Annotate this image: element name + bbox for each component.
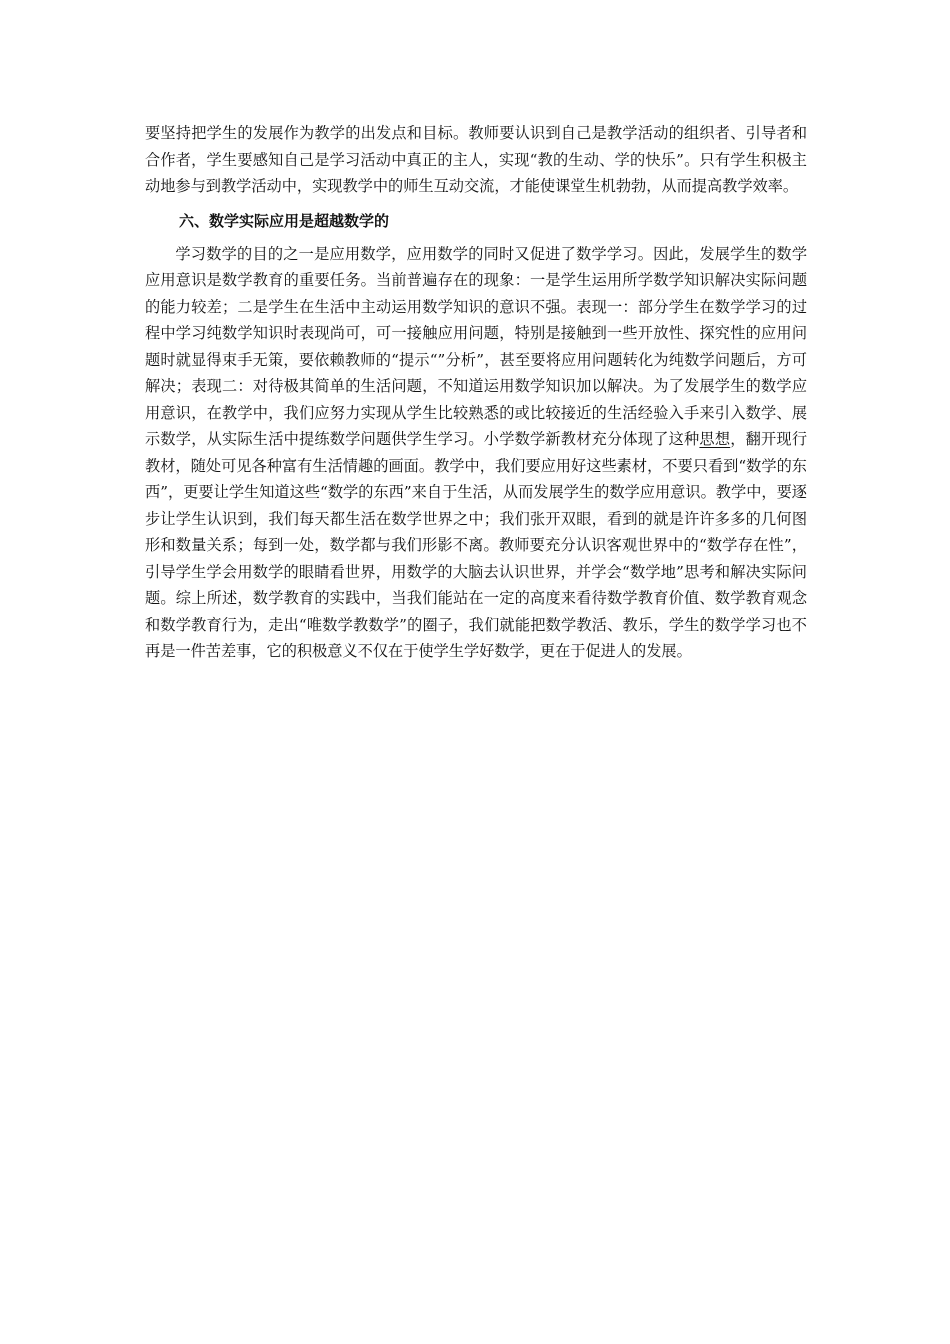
document-body	[145, 120, 807, 665]
intro-paragraph: 要坚持把学生的发展作为教学的出发点和目标。教师要认识到自己是教学活动的组织者、引导者和合作者，学生要感知自己是学习活动中真正的主人，实现“教的生动、学的快乐”。只有学生积极主动地参与到教学活动中，实现教学中的师生互动交流，才能使课堂生机勃勃，从而提高教学效率。	[145, 124, 807, 195]
body-paragraph	[145, 241, 807, 665]
section-heading: 六、数学实际应用是超越数学的	[179, 211, 390, 230]
underlined-word: 思想	[699, 430, 731, 448]
body-paragraph-text-after: ，翻开现行教材，随处可见各种富有生活情趣的画面。教学中，我们要应用好这些素材，不要只看到“数学的东西”，更要让学生知道这些“数学的东西”来自于生活，从而发展学生的数学应用意识。教学中，要逐步让学生认识到，我们每天都生活在数学世界之中；我们张开双眼，看到的就是许许多多的几何图形和数量关系；每到一处，数学都与我们形影不离。教师要充分认识客观世界中的“数学存在性”，引导学生学会用数学的眼睛看世界，用数学的大脑去认识世界，并学会“数学地”思考和解决实际问题。综上所述，数学教育的实践中，当我们能站在一定的高度来看待数学教育价值、数学教育观念和数学教育行为，走出“唯数学教数学”的圈子，我们就能把数学教活、教乐，学生的数学学习也不再是一件苦差事，它的积极意义不仅在于使学生学好数学，更在于促进人的发展。	[145, 430, 808, 660]
body-paragraph-text-before: 学习数学的目的之一是应用数学，应用数学的同时又促进了数学学习。因此，发展学生的数学应用意识是数学教育的重要任务。当前普遍存在的现象：一是学生运用所学数学知识解决实际问题的能力较差；二是学生在生活中主动运用数学知识的意识不强。表现一：部分学生在数学学习的过程中学习纯数学知识时表现尚可，可一接触应用问题，特别是接触到一些开放性、探究性的应用问题时就显得束手无策，要依赖教师的“提示“”分析”，甚至要将应用问题转化为纯数学问题后，方可解决；表现二：对待极其简单的生活问题，不知道运用数学知识加以解决。为了发展学生的数学应用意识，在教学中，我们应努力实现从学生比较熟悉的或比较接近的生活经验入手来引入数学、展示数学，从实际生活中提练数学问题供学生学习。小学数学新教材充分体现了这种	[145, 244, 807, 448]
